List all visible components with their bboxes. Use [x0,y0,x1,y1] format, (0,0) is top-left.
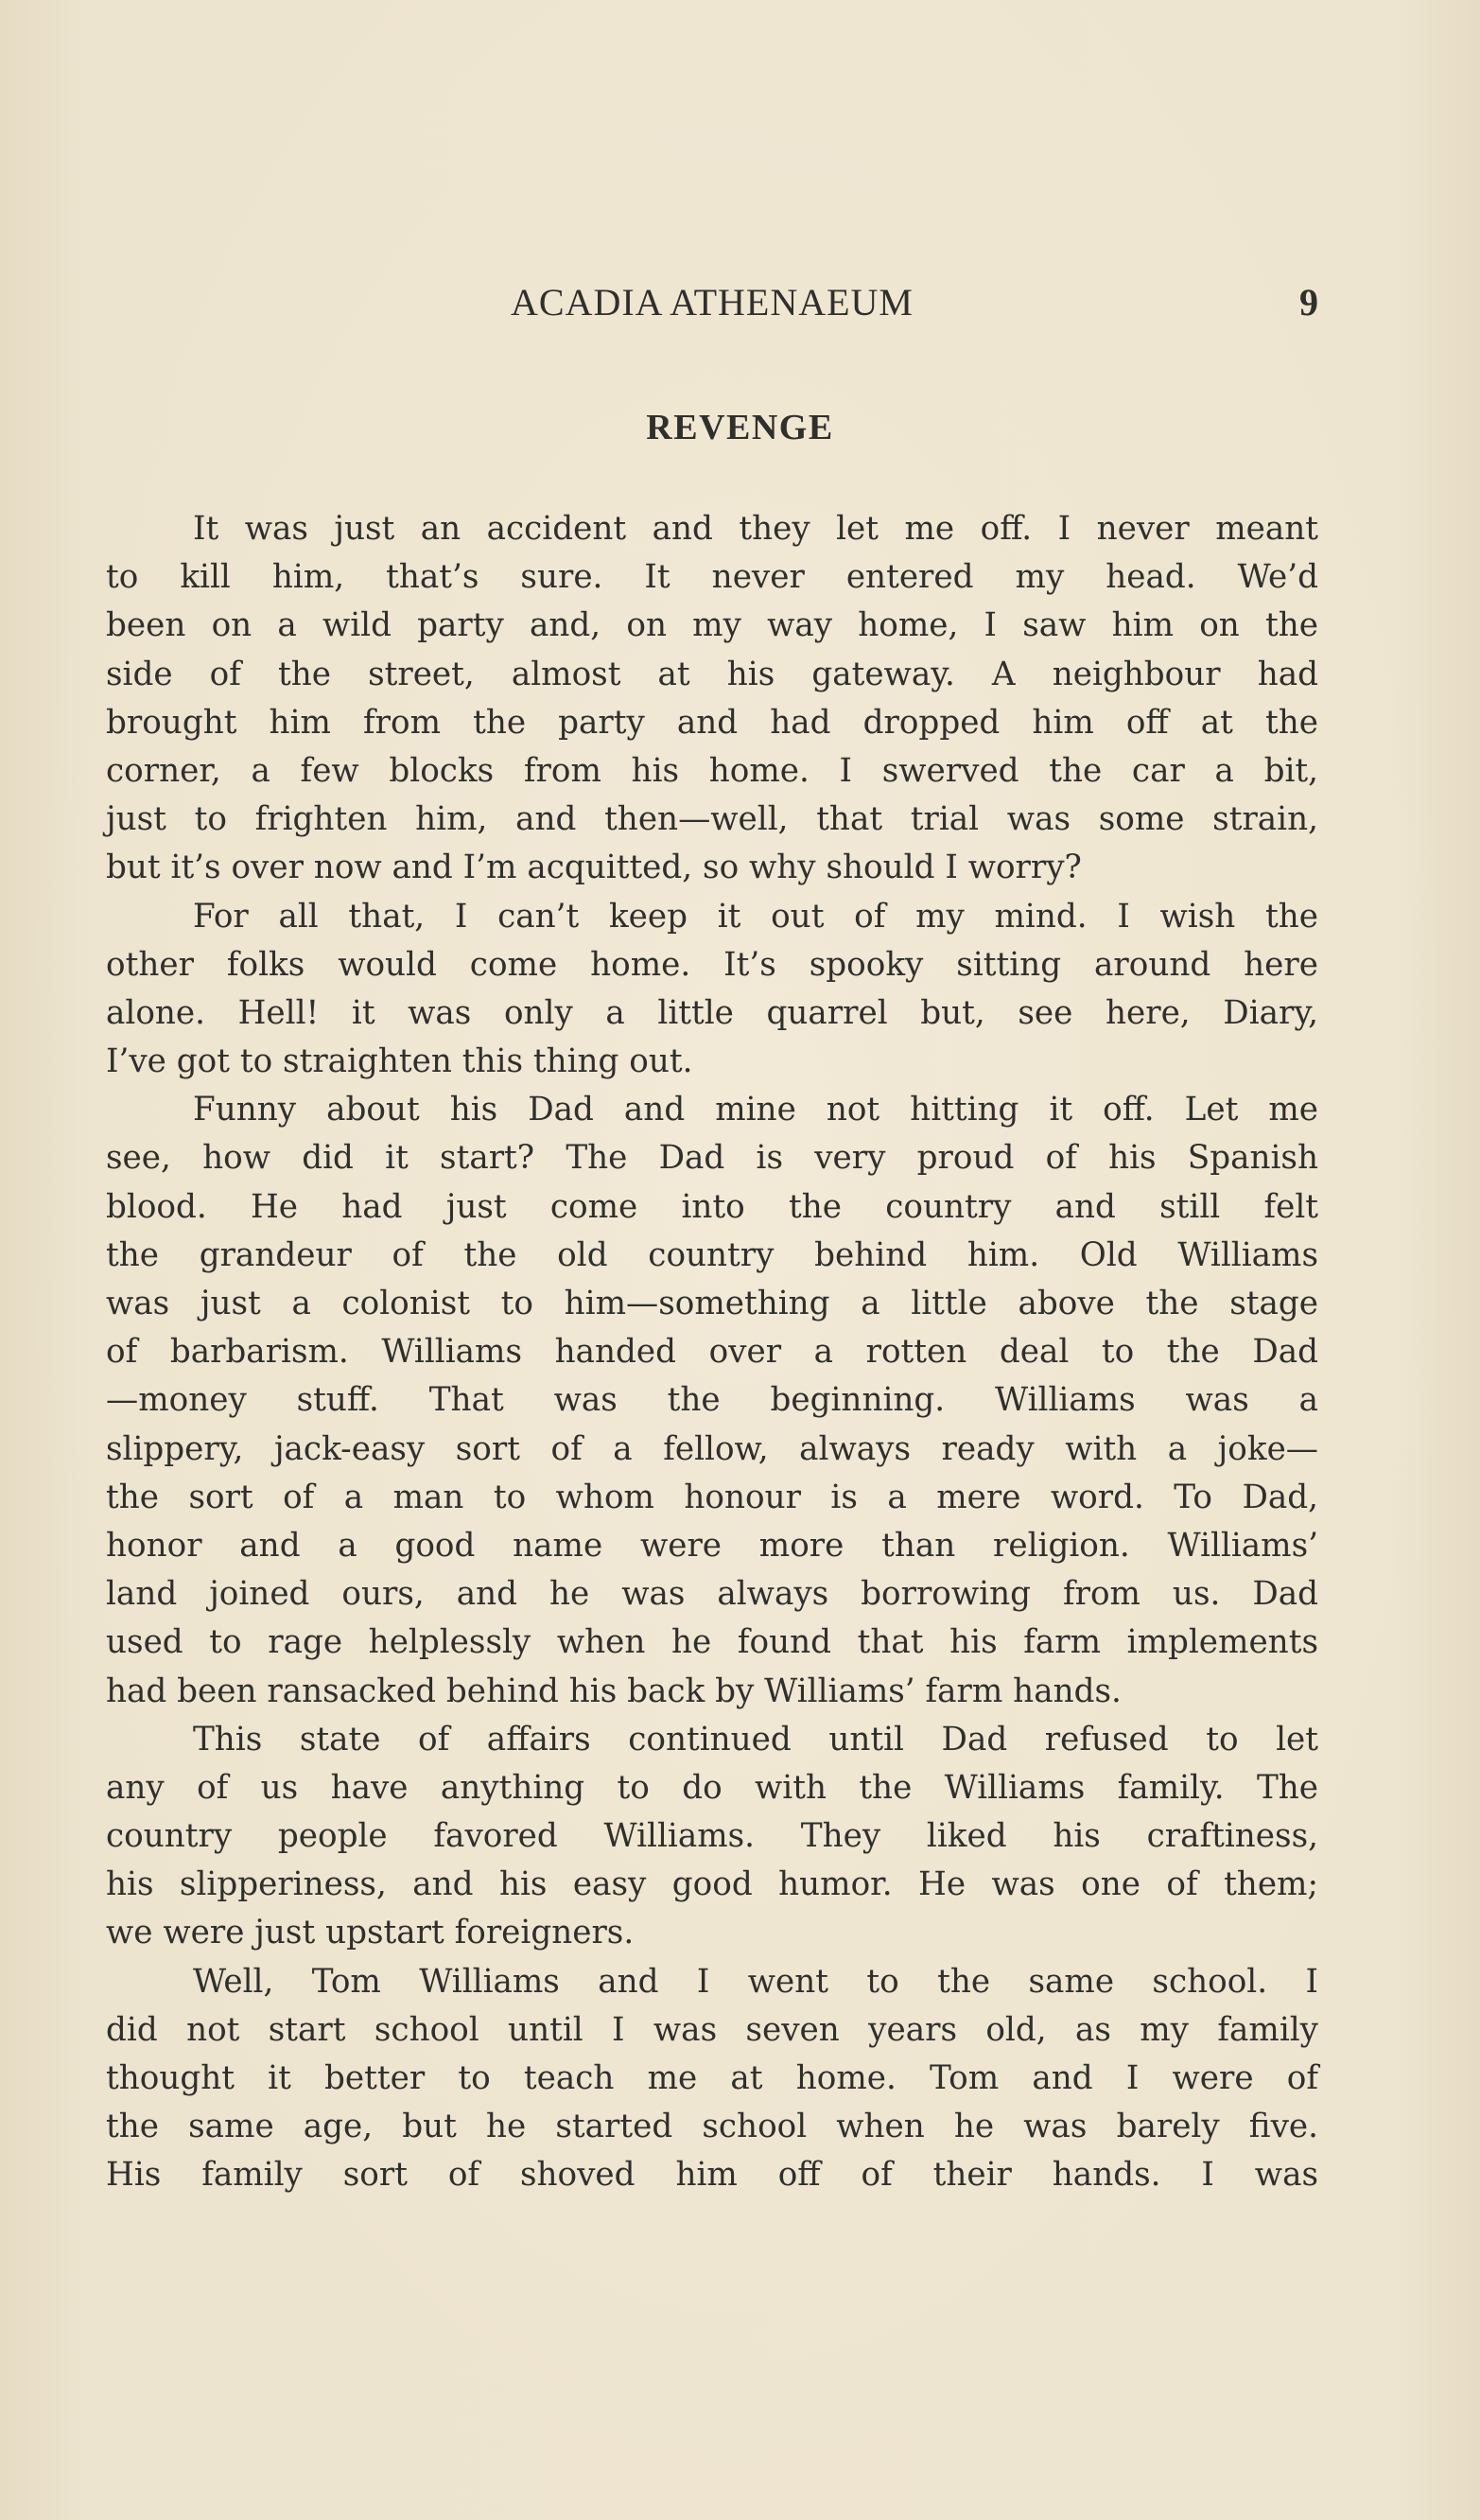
text-line: It was just an accident and they let me off. I never meant [193,510,1318,548]
article-title: REVENGE [646,408,834,447]
text-line: His family sort of shoved him off of their hands. I was [106,2156,1318,2195]
text-line: land joined ours, and he was always borrowing from us. Dad [106,1575,1318,1614]
text-line: —money stuff. That was the beginning. Williams was a [106,1381,1318,1420]
text-line: to kill him, that’s sure. It never entered my head. We’d [106,558,1318,597]
text-line: Well, Tom Williams and I went to the same school. I [193,1962,1318,2001]
text-line: we were just upstart foreigners. [106,1914,635,1952]
text-line: thought it better to teach me at home. Tom and I were of [106,2059,1318,2097]
text-line: This state of affairs continued until Dad refused to let [193,1720,1318,1759]
text-line: alone. Hell! it was only a little quarrel but, see here, Diary, [106,993,1318,1032]
text-line: the sort of a man to whom honour is a mere word. To Dad, [106,1478,1318,1516]
text-line: was just a colonist to him—something a little above the stage [106,1285,1318,1322]
page-number: 9 [1299,281,1318,324]
text-line: I’ve got to straighten this thing out. [106,1042,693,1081]
article-body [106,505,1318,2200]
text-line: used to rage helplessly when he found that his farm implements [106,1623,1318,1662]
running-title: ACADIA ATHENAEUM [511,281,914,324]
text-line: blood. He had just come into the country and still felt [106,1187,1318,1226]
text-line: other folks would come home. It’s spooky sitting around here [106,945,1318,984]
text-line: just to frighten him, and then—well, that trial was some strain, [106,800,1318,839]
text-line: but it’s over now and I’m acquitted, so why should I worry? [106,849,1082,887]
text-line: honor and a good name were more than religion. Williams’ [106,1526,1318,1565]
running-header [106,280,1318,327]
text-line: the same age, but he started school when he was barely five. [106,2108,1318,2146]
text-line: had been ransacked behind his back by Williams’ farm hands. [106,1671,1122,1710]
text-line: of barbarism. Williams handed over a rotten deal to the Dad [106,1333,1318,1372]
text-line: brought him from the party and had dropped him off at the [106,703,1318,742]
text-line: his slipperiness, and his easy good humor. He was one of them; [106,1865,1318,1904]
text-line: corner, a few blocks from his home. I swerved the car a bit, [106,751,1318,790]
text-line: For all that, I can’t keep it out of my mind. I wish the [193,897,1318,936]
text-line: slippery, jack-easy sort of a fellow, always ready with a joke— [106,1429,1318,1468]
text-line: see, how did it start? The Dad is very proud of his Spanish [106,1139,1318,1178]
text-line: country people favored Williams. They liked his craftiness, [106,1817,1318,1856]
text-line: Funny about his Dad and mine not hitting it off. Let me [193,1091,1318,1129]
text-line: the grandeur of the old country behind him. Old Williams [106,1235,1318,1274]
text-line: any of us have anything to do with the Williams family. The [106,1768,1318,1807]
text-line: been on a wild party and, on my way home, I saw him on the [106,606,1318,645]
text-line: side of the street, almost at his gateway. A neighbour had [106,655,1318,693]
text-line: did not start school until I was seven years old, as my family [106,2010,1318,2049]
